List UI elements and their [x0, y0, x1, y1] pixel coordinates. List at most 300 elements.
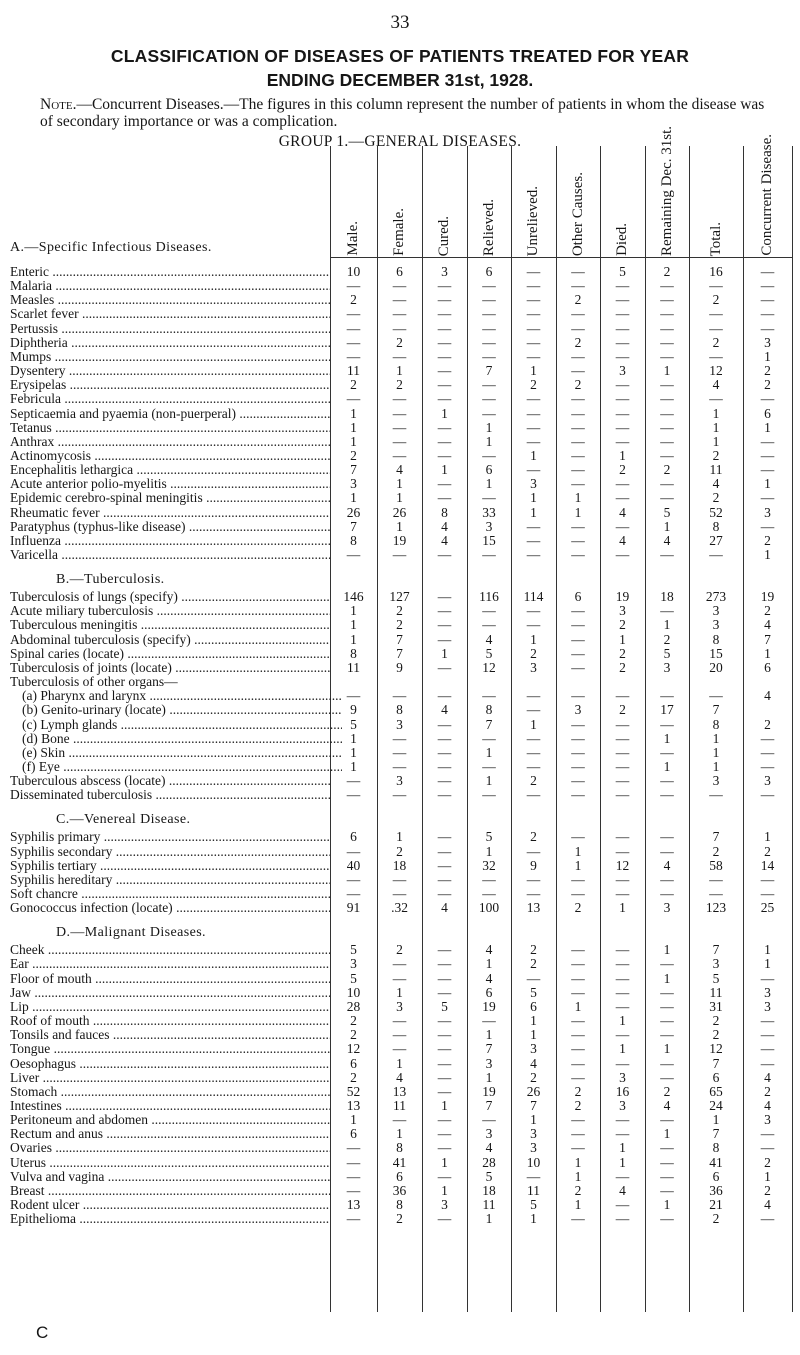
cell-value: —: [392, 787, 407, 803]
cell-value: —: [615, 787, 630, 803]
cell-value: 19: [615, 589, 630, 605]
cell-value: 1: [619, 1013, 626, 1028]
row-label: Malaria .....: [10, 279, 330, 293]
cell-value: 4: [764, 1097, 771, 1113]
cell-value: 1: [663, 730, 671, 746]
cell-value: —: [571, 447, 585, 463]
table-row: [0, 364, 800, 378]
table-row: [0, 718, 800, 732]
cell-value: 3: [530, 659, 537, 675]
cell-value: 28: [482, 1154, 496, 1170]
cell-value: 1: [485, 843, 493, 859]
cell-value: —: [392, 391, 407, 407]
cell-value: 8: [441, 504, 448, 520]
cell-value: 2: [764, 1154, 771, 1170]
cell-value: 3: [663, 659, 671, 675]
cell-value: —: [615, 1168, 630, 1184]
cell-value: 2: [350, 377, 357, 393]
cell-value: —: [615, 688, 630, 704]
cell-value: 12: [709, 363, 723, 378]
cell-value: 8: [712, 518, 720, 534]
cell-value: 2: [712, 843, 720, 859]
cell-value: —: [571, 278, 585, 294]
cell-value: —: [615, 377, 630, 393]
column-header-label: Died.: [614, 223, 630, 256]
cell-value: —: [392, 433, 407, 449]
cell-value: —: [571, 1069, 585, 1085]
cell-value: 2: [764, 377, 771, 393]
cell-value: 7: [485, 716, 493, 732]
cell-value: —: [760, 518, 775, 534]
cell-value: 2: [619, 617, 626, 633]
cell-value: 4: [441, 518, 448, 534]
cell-value: 3: [441, 264, 448, 279]
row-label: Oesophagus .....: [10, 1057, 330, 1071]
section-heading-a: A.—Specific Infectious Diseases.: [10, 240, 212, 255]
cell-value: —: [437, 970, 452, 986]
cell-value: —: [526, 292, 541, 308]
cell-value: —: [660, 433, 674, 449]
cell-value: —: [526, 744, 541, 760]
cell-value: —: [760, 433, 775, 449]
row-label: Floor of mouth .....: [10, 972, 330, 986]
cell-value: 4: [764, 1069, 771, 1085]
cell-value: —: [760, 871, 775, 887]
row-label: Varicella .....: [10, 548, 330, 562]
cell-value: —: [615, 405, 630, 421]
cell-value: —: [571, 645, 585, 661]
cell-value: 3: [712, 773, 720, 789]
table-row: [0, 293, 800, 307]
cell-value: 1: [396, 476, 403, 492]
cell-value: 1: [530, 363, 537, 378]
cell-value: 52: [709, 504, 723, 520]
cell-value: —: [571, 886, 585, 901]
cell-value: —: [571, 942, 585, 958]
column-header: [377, 150, 422, 256]
cell-value: —: [526, 702, 541, 718]
cell-value: —: [571, 476, 585, 492]
cell-value: 2: [530, 773, 537, 789]
cell-value: —: [760, 306, 775, 322]
cell-value: 8: [396, 702, 403, 718]
row-label: Soft chancre .....: [10, 887, 330, 901]
cell-value: —: [615, 758, 630, 774]
cell-value: 2: [712, 1027, 720, 1043]
cell-value: —: [571, 1041, 585, 1057]
cell-value: —: [660, 490, 674, 506]
table-row: [0, 1184, 800, 1198]
table-row: [0, 732, 800, 746]
table-row: [0, 986, 800, 1000]
cell-value: —: [346, 1154, 361, 1170]
row-label: Tuberculous abscess (locate) .....: [10, 774, 330, 788]
cell-value: —: [392, 730, 407, 746]
cell-value: 1: [663, 758, 671, 774]
cell-value: —: [615, 348, 630, 364]
row-label: (d) Bone .....: [22, 732, 342, 746]
cell-value: 7: [350, 518, 357, 534]
cell-value: 1: [530, 490, 537, 506]
table-row: [0, 1000, 800, 1014]
row-label: Tuberculosis of joints (locate) .....: [10, 661, 330, 675]
cell-value: 4: [619, 504, 626, 520]
table-row: [0, 830, 800, 844]
cell-value: —: [709, 391, 723, 407]
cell-value: 1: [485, 476, 493, 492]
row-label: Liver .....: [10, 1071, 330, 1085]
cell-value: 1: [485, 956, 493, 972]
cell-value: 1: [530, 631, 537, 647]
cell-value: —: [615, 1211, 630, 1227]
cell-value: —: [482, 377, 496, 393]
cell-value: 3: [619, 1069, 626, 1085]
cell-value: 273: [705, 589, 727, 605]
cell-value: —: [392, 758, 407, 774]
cell-value: 1: [350, 744, 357, 760]
row-label: Tonsils and fauces .....: [10, 1028, 330, 1042]
cell-value: [556, 675, 600, 689]
cell-value: —: [437, 871, 452, 887]
note-text: —Concurrent Diseases.—The figures in this column represent the number of patients in whom the disease was of secondary importance or was a complication.: [40, 96, 765, 130]
cell-value: —: [392, 970, 407, 986]
table-row: [0, 1113, 800, 1127]
cell-value: 1: [764, 348, 771, 364]
table-row: [0, 1099, 800, 1113]
cell-value: 3: [396, 998, 403, 1014]
cell-value: —: [437, 377, 452, 393]
table-row: [0, 477, 800, 491]
cell-value: 6: [485, 462, 493, 478]
cell-value: 6: [764, 405, 771, 421]
cell-value: —: [346, 1168, 361, 1184]
cell-value: 1: [663, 970, 671, 986]
cell-value: 2: [663, 631, 671, 647]
cell-value: [330, 675, 377, 689]
cell-value: 3: [764, 504, 771, 520]
cell-value: 1: [712, 1112, 720, 1128]
cell-value: 6: [350, 829, 357, 845]
cell-value: 10: [346, 264, 361, 279]
cell-value: 4: [396, 1069, 403, 1085]
row-label: Stomach .....: [10, 1085, 330, 1099]
cell-value: —: [346, 886, 361, 901]
cell-value: —: [526, 617, 541, 633]
cell-value: —: [709, 886, 723, 901]
cell-value: 2: [574, 377, 582, 393]
cell-value: 1: [530, 1112, 537, 1128]
cell-value: 6: [350, 1055, 357, 1071]
cell-value: —: [615, 518, 630, 534]
cell-value: [689, 675, 743, 689]
cell-value: .32: [391, 900, 408, 916]
cell-value: —: [437, 433, 452, 449]
column-header: [689, 150, 743, 256]
group-title: GROUP 1.—GENERAL DISEASES.: [278, 133, 522, 150]
cell-value: 3: [530, 1140, 537, 1156]
page-number: 33: [390, 12, 410, 33]
cell-value: 13: [346, 1197, 361, 1212]
cell-value: 11: [347, 659, 360, 675]
cell-value: [743, 675, 792, 689]
cell-value: —: [346, 843, 361, 859]
cell-value: 7: [712, 702, 720, 718]
cell-value: 1: [396, 829, 403, 845]
cell-value: 7: [712, 1126, 720, 1142]
cell-value: —: [660, 1140, 674, 1156]
cell-value: —: [392, 744, 407, 760]
cell-value: —: [760, 730, 775, 746]
cell-value: —: [392, 1112, 407, 1128]
table-row: [0, 590, 800, 604]
cell-value: —: [526, 547, 541, 562]
cell-value: 2: [396, 942, 403, 958]
cell-value: —: [615, 1055, 630, 1071]
cell-value: —: [571, 363, 585, 378]
cell-value: —: [437, 1140, 452, 1156]
cell-value: —: [392, 306, 407, 322]
table-row: [0, 1042, 800, 1056]
cell-value: 1: [441, 1097, 448, 1113]
table-row: [0, 873, 800, 887]
cell-value: 1: [350, 490, 357, 506]
cell-value: —: [660, 292, 674, 308]
cell-value: 7: [485, 363, 493, 378]
row-label: Erysipelas .....: [10, 378, 330, 392]
row-label: Cheek .....: [10, 943, 330, 957]
row-label: Breast .....: [10, 1184, 330, 1198]
cell-value: 1: [574, 1168, 582, 1184]
cell-value: —: [660, 547, 674, 562]
cell-value: —: [615, 490, 630, 506]
cell-value: 123: [705, 900, 727, 916]
table-row: [0, 604, 800, 618]
row-label: Roof of mouth .....: [10, 1014, 330, 1028]
cell-value: 2: [574, 1182, 582, 1198]
cell-value: 1: [485, 419, 493, 435]
cell-value: 1: [530, 504, 537, 520]
cell-value: 1: [441, 1182, 448, 1198]
cell-value: —: [709, 547, 723, 562]
cell-value: —: [571, 787, 585, 803]
cell-value: —: [615, 829, 630, 845]
cell-value: 2: [619, 645, 626, 661]
table-row: [0, 1028, 800, 1042]
section-heading: D.—Malignant Diseases.: [56, 925, 206, 941]
cell-value: —: [615, 956, 630, 972]
cell-value: —: [526, 278, 541, 294]
table-row: [0, 392, 800, 406]
cell-value: —: [571, 871, 585, 887]
cell-value: 8: [712, 1140, 720, 1156]
table-row: [0, 407, 800, 421]
cell-value: 11: [482, 1197, 496, 1212]
row-label: Dysentery .....: [10, 364, 330, 378]
cell-value: 2: [619, 702, 626, 718]
cell-value: —: [392, 871, 407, 887]
cell-value: 6: [485, 984, 493, 1000]
cell-value: —: [615, 391, 630, 407]
cell-value: [377, 675, 422, 689]
cell-value: —: [571, 631, 585, 647]
row-label: Ear .....: [10, 957, 330, 971]
cell-value: 1: [574, 490, 582, 506]
cell-value: 4: [485, 970, 493, 986]
cell-value: 12: [615, 857, 630, 873]
cell-value: —: [392, 405, 407, 421]
cell-value: 1: [764, 1168, 771, 1184]
cell-value: —: [482, 1013, 496, 1028]
page-subtitle: ENDING DECEMBER 31st, 1928.: [266, 70, 534, 90]
cell-value: 6: [712, 1168, 720, 1184]
cell-value: —: [437, 730, 452, 746]
cell-value: —: [437, 320, 452, 336]
cell-value: —: [615, 730, 630, 746]
cell-value: 3: [350, 956, 357, 972]
row-label: Peritoneum and abdomen .....: [10, 1113, 330, 1127]
cell-value: —: [482, 886, 496, 901]
cell-value: 2: [663, 462, 671, 478]
cell-value: —: [526, 843, 541, 859]
cell-value: —: [660, 1027, 674, 1043]
cell-value: —: [437, 773, 452, 789]
cell-value: —: [615, 886, 630, 901]
cell-value: —: [615, 306, 630, 322]
cell-value: 2: [764, 1083, 771, 1099]
cell-value: —: [760, 447, 775, 463]
section-heading: B.—Tuberculosis.: [56, 572, 165, 588]
cell-value: 19: [760, 589, 775, 605]
cell-value: 13: [526, 900, 541, 916]
cell-value: —: [660, 1013, 674, 1028]
cell-value: 9: [350, 702, 357, 718]
cell-value: —: [571, 659, 585, 675]
cell-value: 18: [392, 857, 407, 873]
cell-value: —: [615, 942, 630, 958]
cell-value: —: [760, 462, 775, 478]
cell-value: 3: [764, 998, 771, 1014]
cell-value: 2: [530, 1069, 537, 1085]
table-row: [0, 265, 800, 279]
cell-value: 1: [350, 603, 357, 619]
cell-value: —: [760, 787, 775, 803]
cell-value: 2: [574, 334, 582, 350]
cell-value: 2: [530, 956, 537, 972]
cell-value: —: [346, 547, 361, 562]
table-row: [0, 322, 800, 336]
cell-value: —: [526, 264, 541, 279]
cell-value: —: [437, 984, 452, 1000]
cell-value: —: [526, 886, 541, 901]
cell-value: —: [482, 447, 496, 463]
cell-value: —: [437, 278, 452, 294]
table-row: [0, 336, 800, 350]
cell-value: 12: [709, 1041, 723, 1057]
table-row: [0, 1156, 800, 1170]
cell-value: 2: [712, 334, 720, 350]
cell-value: 2: [396, 1211, 403, 1227]
cell-value: —: [437, 363, 452, 378]
cell-value: 19: [392, 532, 407, 548]
cell-value: 14: [760, 857, 775, 873]
cell-value: —: [437, 956, 452, 972]
cell-value: 9: [396, 659, 403, 675]
cell-value: 7: [530, 1097, 537, 1113]
cell-value: 1: [396, 1126, 403, 1142]
cell-value: —: [660, 278, 674, 294]
cell-value: 1: [712, 433, 720, 449]
table-row: [0, 746, 800, 760]
cell-value: —: [615, 278, 630, 294]
cell-value: —: [660, 1168, 674, 1184]
cell-value: —: [615, 716, 630, 732]
table-row: [0, 279, 800, 293]
cell-value: 10: [526, 1154, 541, 1170]
row-label: Enteric .....: [10, 265, 330, 279]
cell-value: 2: [712, 490, 720, 506]
cell-value: 1: [485, 1069, 493, 1085]
cell-value: —: [660, 998, 674, 1014]
row-label: Acute miliary tuberculosis .....: [10, 604, 330, 618]
row-label: Rodent ulcer .....: [10, 1198, 330, 1212]
row-label: Pertussis .....: [10, 322, 330, 336]
column-header: [743, 134, 792, 256]
cell-value: 5: [485, 829, 493, 845]
row-label: Intestines .....: [10, 1099, 330, 1113]
cell-value: 1: [574, 1154, 582, 1170]
row-label: Tetanus .....: [10, 421, 330, 435]
cell-value: —: [709, 787, 723, 803]
table-row: [0, 887, 800, 901]
cell-value: 1: [663, 942, 671, 958]
column-header: [330, 150, 377, 256]
row-label: Paratyphus (typhus-like disease) .....: [10, 520, 330, 534]
cell-value: —: [571, 547, 585, 562]
cell-value: —: [571, 532, 585, 548]
cell-value: —: [660, 1154, 674, 1170]
cell-value: 1: [350, 405, 357, 421]
cell-value: —: [660, 419, 674, 435]
cell-value: —: [437, 547, 452, 562]
cell-value: 1: [764, 476, 771, 492]
row-label: Disseminated tuberculosis .....: [10, 788, 330, 802]
table-row: [0, 1198, 800, 1212]
cell-value: —: [660, 688, 674, 704]
cell-value: —: [571, 716, 585, 732]
cell-value: —: [437, 1126, 452, 1142]
cell-value: 16: [709, 264, 723, 279]
cell-value: 2: [619, 462, 626, 478]
cell-value: 4: [663, 532, 671, 548]
cell-value: —: [346, 1211, 361, 1227]
cell-value: 1: [619, 447, 626, 463]
cell-value: 1: [574, 998, 582, 1014]
cell-value: 11: [709, 984, 723, 1000]
column-header: [422, 150, 467, 256]
cell-value: —: [526, 306, 541, 322]
cell-value: 8: [396, 1140, 403, 1156]
cell-value: —: [437, 334, 452, 350]
cell-value: 7: [396, 645, 403, 661]
cell-value: —: [526, 320, 541, 336]
cell-value: 1: [485, 433, 493, 449]
cell-value: 4: [485, 631, 493, 647]
table-row: [0, 859, 800, 873]
cell-value: 2: [574, 1097, 582, 1113]
cell-value: 2: [712, 447, 720, 463]
cell-value: —: [571, 970, 585, 986]
column-header-label: Unrelieved.: [525, 185, 541, 256]
